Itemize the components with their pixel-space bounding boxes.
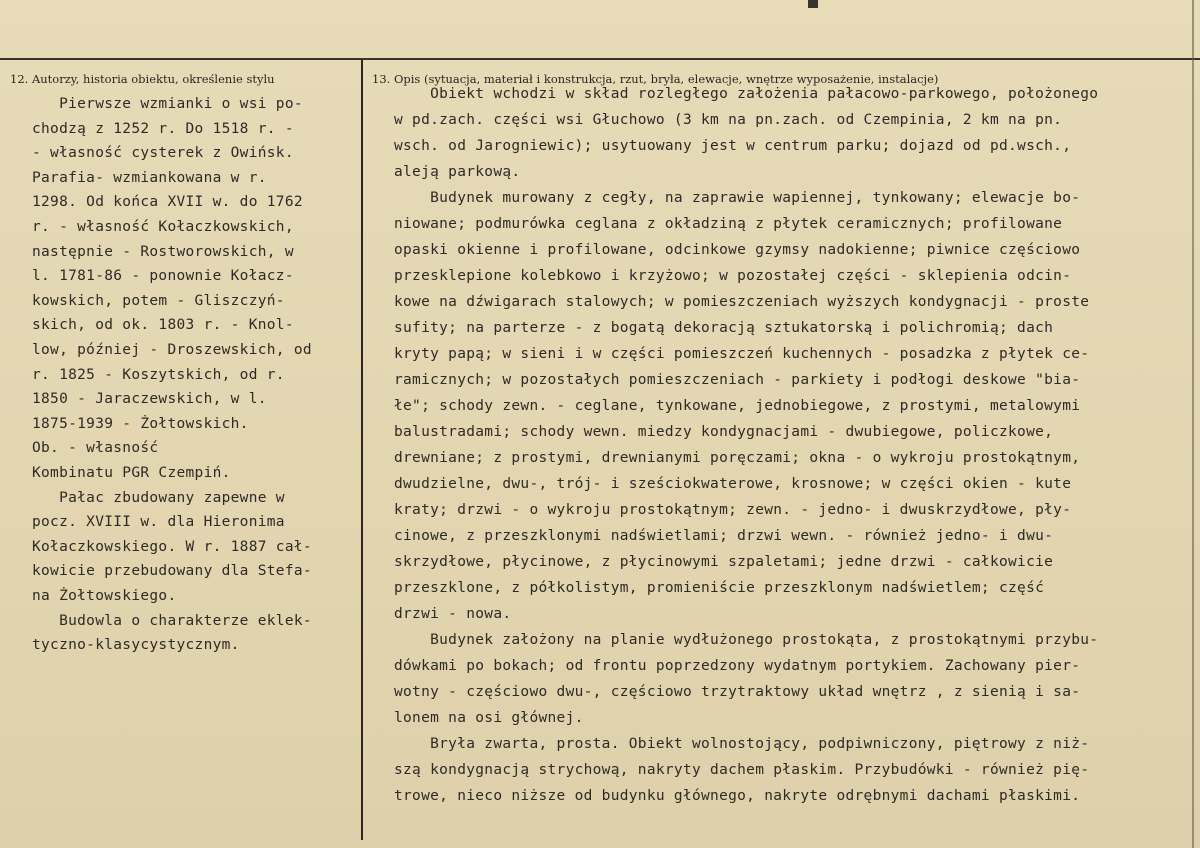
text-line: Budynek założony na planie wydłużonego prostokąta, z prostokątnymi przybu- <box>394 632 1099 648</box>
text-line: Budowla o charakterze eklek- <box>32 612 312 629</box>
text-line: - własność cysterek z Owińsk. <box>32 145 294 162</box>
card-edge <box>1192 0 1194 848</box>
column-divider <box>361 60 363 840</box>
text-line: skich, od ok. 1803 r. - Knol- <box>32 317 294 334</box>
text-line: wotny - częściowo dwu-, częściowo trzytraktowy układ wnętrz , z sienią i sa- <box>394 684 1081 700</box>
text-line: cinowe, z przeszklonymi nadświetlami; drzwi wewn. - również jedno- i dwu- <box>394 528 1054 544</box>
text-line: lonem na osi głównej. <box>394 710 584 726</box>
text-line: skrzydłowe, płycinowe, z płycinowymi szpaletami; jedne drzwi - całkowicie <box>394 554 1054 570</box>
text-line: 1850 - Jaraczewskich, w l. <box>32 391 267 408</box>
text-line: Budynek murowany z cegły, na zaprawie wapiennej, tynkowany; elewacje bo- <box>394 190 1081 206</box>
text-line: r. 1825 - Koszytskich, od r. <box>32 366 285 383</box>
text-line: Ob. - własność <box>32 440 159 457</box>
text-line: aleją parkową. <box>394 164 521 180</box>
text-line: low, później - Droszewskich, od <box>32 342 312 358</box>
text-line: balustradami; schody wewn. miedzy kondygnacjami - dwubiegowe, policzkowe, <box>394 424 1054 440</box>
text-line: ramicznych; w pozostałych pomieszczeniach - parkiety i podłogi deskowe "bia- <box>394 372 1081 388</box>
text-line: dówkami po bokach; od frontu poprzedzony wydatnym portykiem. Zachowany pier- <box>394 658 1081 674</box>
text-line: Pałac zbudowany zapewne w <box>32 489 285 506</box>
text-line: trowe, nieco niższe od budynku głównego, nakryte odrębnymi dachami płaskimi. <box>394 788 1081 804</box>
text-line: Kołaczkowskiego. W r. 1887 cał- <box>32 538 312 555</box>
text-line: r. - własność Kołaczkowskich, <box>32 219 294 235</box>
text-line: niowane; podmurówka ceglana z okładziną z płytek ceramicznych; profilowane <box>394 216 1063 232</box>
text-line: Kombinatu PGR Czempiń. <box>32 465 231 481</box>
text-line: l. 1781-86 - ponownie Kołacz- <box>32 268 294 285</box>
text-line: 1875-1939 - Żołtowskich. <box>32 415 249 432</box>
text-line: 1298. Od końca XVII w. do 1762 <box>32 194 303 211</box>
text-line: kraty; drzwi - o wykroju prostokątnym; zewn. - jedno- i dwuskrzydłowe, pły- <box>394 502 1072 518</box>
text-line: szą kondygnacją strychową, nakryty dachem płaskim. Przybudówki - również pię- <box>394 762 1090 778</box>
text-line: na Żołtowskiego. <box>32 588 177 604</box>
text-line: w pd.zach. części wsi Głuchowo (3 km na pn.zach. od Czempinia, 2 km na pn. <box>394 112 1063 128</box>
text-line: dwudzielne, dwu-, trój- i sześciokwaterowe, krosnowe; w części okien - kute <box>394 476 1072 492</box>
staple-mark <box>808 0 818 8</box>
text-line: kowe na dźwigarach stalowych; w pomieszczeniach wyższych kondygnacji - proste <box>394 294 1090 310</box>
section-12-header: 12. Autorzy, historia obiektu, określenie stylu <box>10 72 275 86</box>
top-rule <box>0 58 1200 60</box>
text-line: kryty papą; w sieni i w części pomieszczeń kuchennych - posadzka z płytek ce- <box>394 346 1090 362</box>
text-line: Obiekt wchodzi w skład rozległego założenia pałacowo-parkowego, położonego <box>394 86 1099 102</box>
text-line: tyczno-klasycystycznym. <box>32 637 240 654</box>
text-line: kowskich, potem - Gliszczyń- <box>32 292 285 309</box>
section-13-header: 13. Opis (sytuacja, materiał i konstrukcja, rzut, bryła, elewacje, wnętrze wyposażenie, instalacje) <box>372 72 939 86</box>
text-line: drzwi - nowa. <box>394 606 512 622</box>
text-line: Bryła zwarta, prosta. Obiekt wolnostojący, podpiwniczony, piętrowy z niż- <box>394 736 1090 752</box>
text-line: drewniane; z prostymi, drewnianymi poręczami; okna - o wykroju prostokątnym, <box>394 450 1081 466</box>
text-line: pocz. XVIII w. dla Hieronima <box>32 514 285 531</box>
text-line: chodzą z 1252 r. Do 1518 r. - <box>32 120 294 137</box>
text-line: następnie - Rostworowskich, w <box>32 243 294 260</box>
text-line: wsch. od Jarogniewic); usytuowany jest w centrum parku; dojazd od pd.wsch., <box>394 138 1072 154</box>
text-line: sufity; na parterze - z bogatą dekoracją sztukatorską i polichromią; dach <box>394 320 1054 336</box>
text-line: Parafia- wzmiankowana w r. <box>32 169 267 186</box>
text-line: przeszklone, z półkolistym, promieniście przeszklonym nadświetlem; część <box>394 580 1045 596</box>
text-line: opaski okienne i profilowane, odcinkowe gzymsy nadokienne; piwnice częściowo <box>394 242 1081 258</box>
text-line: kowicie przebudowany dla Stefa- <box>32 563 312 580</box>
text-line: łe"; schody zewn. - ceglane, tynkowane, jednobiegowe, z prostymi, metalowymi <box>394 398 1081 414</box>
text-line: przesklepione kolebkowo i krzyżowo; w pozostałej części - sklepienia odcin- <box>394 268 1072 284</box>
text-line: Pierwsze wzmianki o wsi po- <box>32 96 303 112</box>
